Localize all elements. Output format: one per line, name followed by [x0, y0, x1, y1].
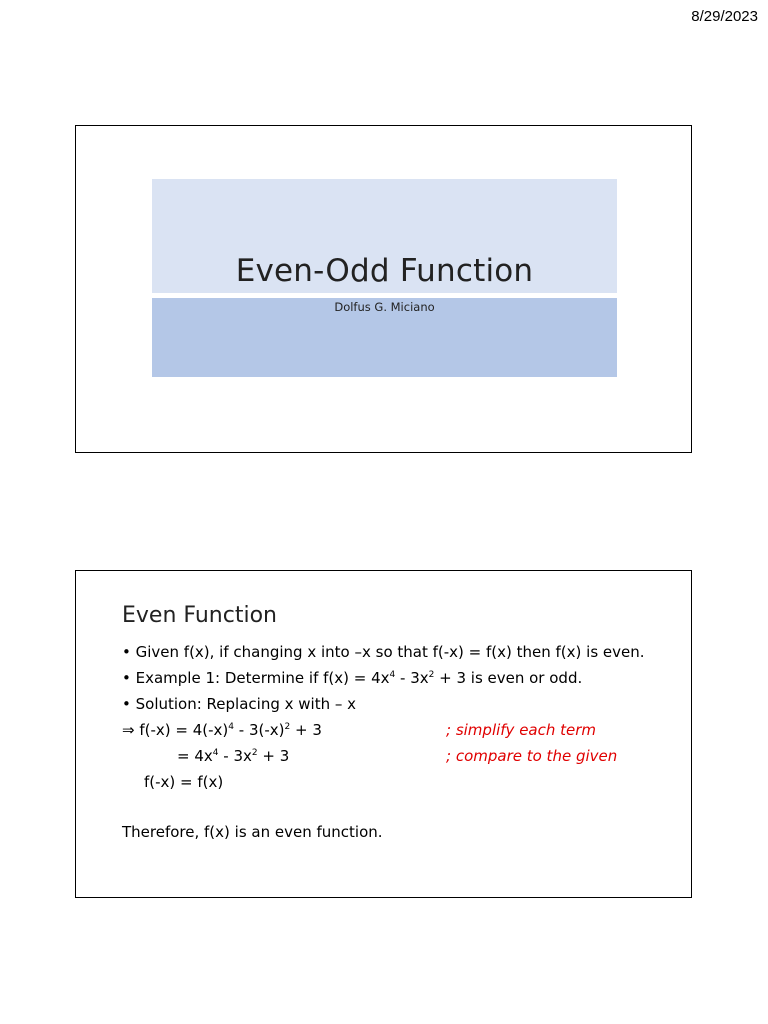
bullet-solution: • Solution: Replacing x with – x	[122, 695, 356, 713]
step-1	[122, 721, 322, 739]
implies-arrow: ⇒	[122, 721, 135, 739]
subtitle-band	[152, 298, 617, 377]
step-2	[177, 747, 289, 765]
bullet-example-part: - 3x	[395, 669, 429, 687]
slide-title	[75, 125, 692, 453]
step-1-note: ; simplify each term	[446, 721, 597, 739]
exponent: 2	[428, 670, 435, 680]
step-2-part: - 3x	[218, 747, 252, 765]
exponent: 2	[284, 722, 291, 732]
conclusion: Therefore, f(x) is an even function.	[122, 823, 383, 841]
step-2-note: ; compare to the given	[446, 747, 618, 765]
step-2-part: = 4x	[177, 747, 213, 765]
page-date: 8/29/2023	[691, 8, 758, 25]
step-1-part: - 3(-x)	[234, 721, 285, 739]
title-band	[152, 179, 617, 293]
bullet-definition: • Given f(x), if changing x into –x so that f(-x) = f(x) then f(x) is even.	[122, 643, 645, 661]
slide-title-text: Even-Odd Function	[235, 253, 534, 289]
slide-heading: Even Function	[122, 603, 277, 628]
bullet-example-part: + 3 is even or odd.	[434, 669, 583, 687]
step-1-part: f(-x) = 4(-x)	[134, 721, 229, 739]
exponent: 2	[251, 748, 258, 758]
exponent: 4	[228, 722, 234, 732]
step-2-part: + 3	[257, 747, 290, 765]
step-1-part: + 3	[290, 721, 322, 739]
exponent: 4	[212, 748, 219, 758]
exponent: 4	[389, 670, 396, 680]
step-3: f(-x) = f(x)	[144, 773, 224, 791]
bullet-example-part: • Example 1: Determine if f(x) = 4x	[122, 669, 390, 687]
slide-even-function	[75, 570, 692, 898]
bullet-example	[122, 669, 582, 687]
author-name: Dolfus G. Miciano	[334, 300, 435, 314]
